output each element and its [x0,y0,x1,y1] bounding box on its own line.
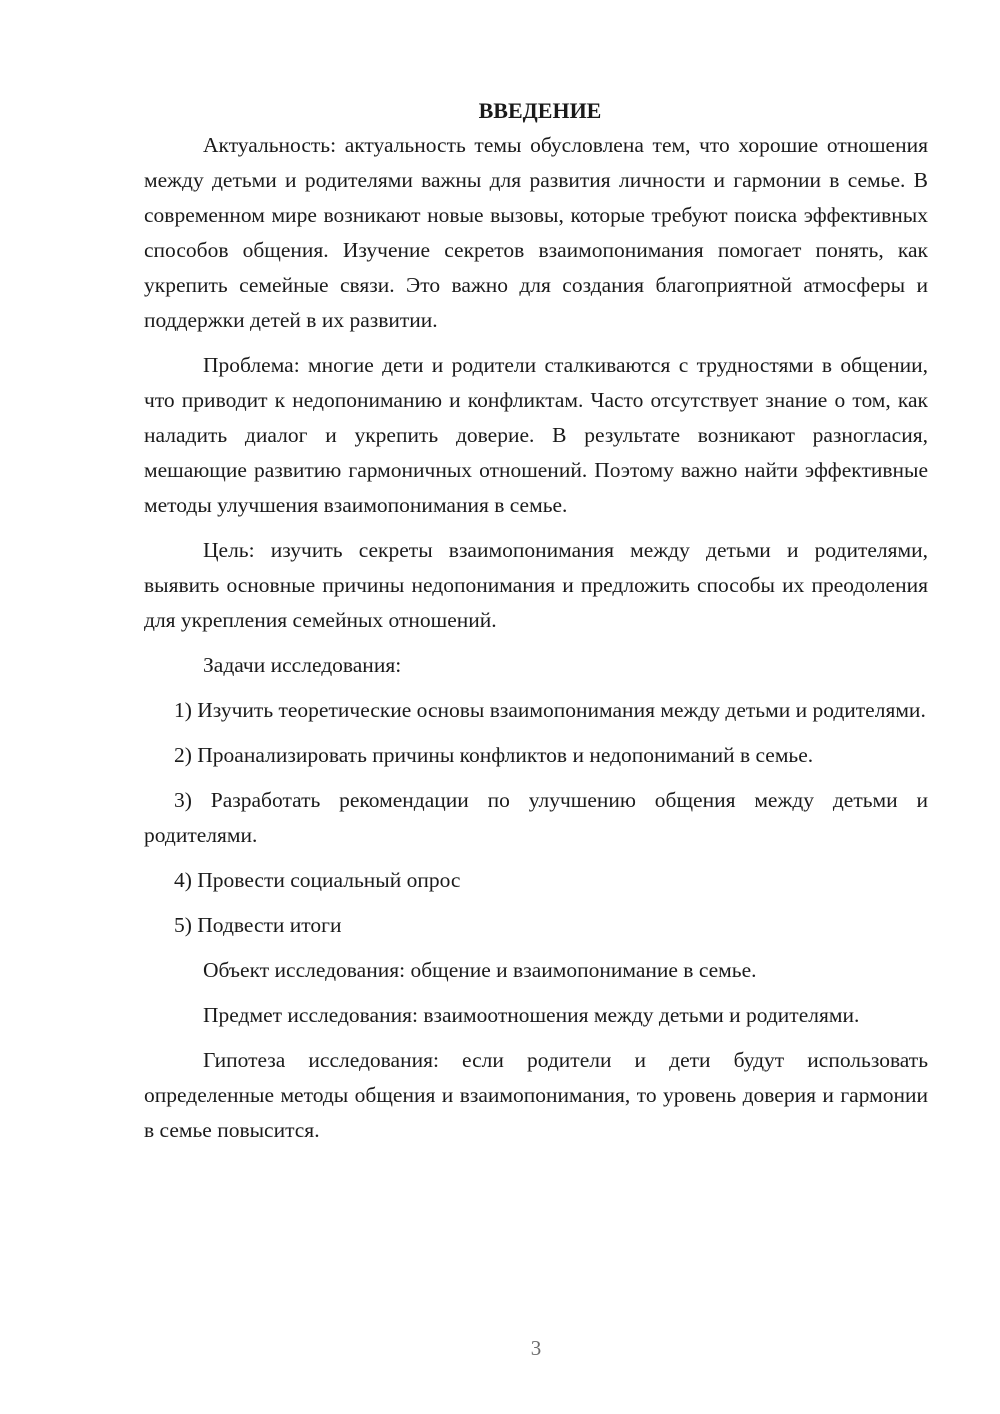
paragraph-object: Объект исследования: общение и взаимопонимание в семье. [203,958,757,982]
task-item-4: 4) Провести социальный опрос [174,868,461,892]
task-item-3: 3) Разработать рекомендации по улучшению общения между детьми и родителями. [144,788,928,847]
paragraph-relevance: Актуальность: актуальность темы обусловлена тем, что хорошие отношения между детьми и родителями важны для развития личности и гармонии в семье. В современном мире возникают новые вызовы, которые требуют поиска эффективных способов общения. Изучение секретов взаимопонимания помогает понять, как укрепить семейные связи. Это важно для создания благоприятной атмосферы и поддержки детей в их развитии. [144,133,928,332]
task-item-5: 5) Подвести итоги [174,913,342,937]
document-title: ВВЕДЕНИЕ [478,98,602,123]
page-number: 3 [530,1336,542,1360]
paragraph-goal: Цель: изучить секреты взаимопонимания между детьми и родителями, выявить основные причины недопонимания и предложить способы их преодоления для укрепления семейных отношений. [144,538,928,632]
paragraph-subject: Предмет исследования: взаимоотношения между детьми и родителями. [203,1003,860,1027]
tasks-heading: Задачи исследования: [203,653,402,677]
paragraph-problem: Проблема: многие дети и родители сталкиваются с трудностями в общении, что приводит к недопониманию и конфликтам. Часто отсутствует знание о том, как наладить диалог и укрепить доверие. В результате возникают разногласия, мешающие развитию гармоничных отношений. Поэтому важно найти эффективные методы улучшения взаимопонимания в семье. [144,353,928,517]
document-page [144,96,928,1158]
task-item-2: 2) Проанализировать причины конфликтов и недопониманий в семье. [174,743,814,767]
paragraph-hypothesis: Гипотеза исследования: если родители и дети будут использовать определенные методы общения и взаимопонимания, то уровень доверия и гармонии в семье повысится. [144,1048,928,1142]
task-item-1: 1) Изучить теоретические основы взаимопонимания между детьми и родителями. [174,698,926,722]
